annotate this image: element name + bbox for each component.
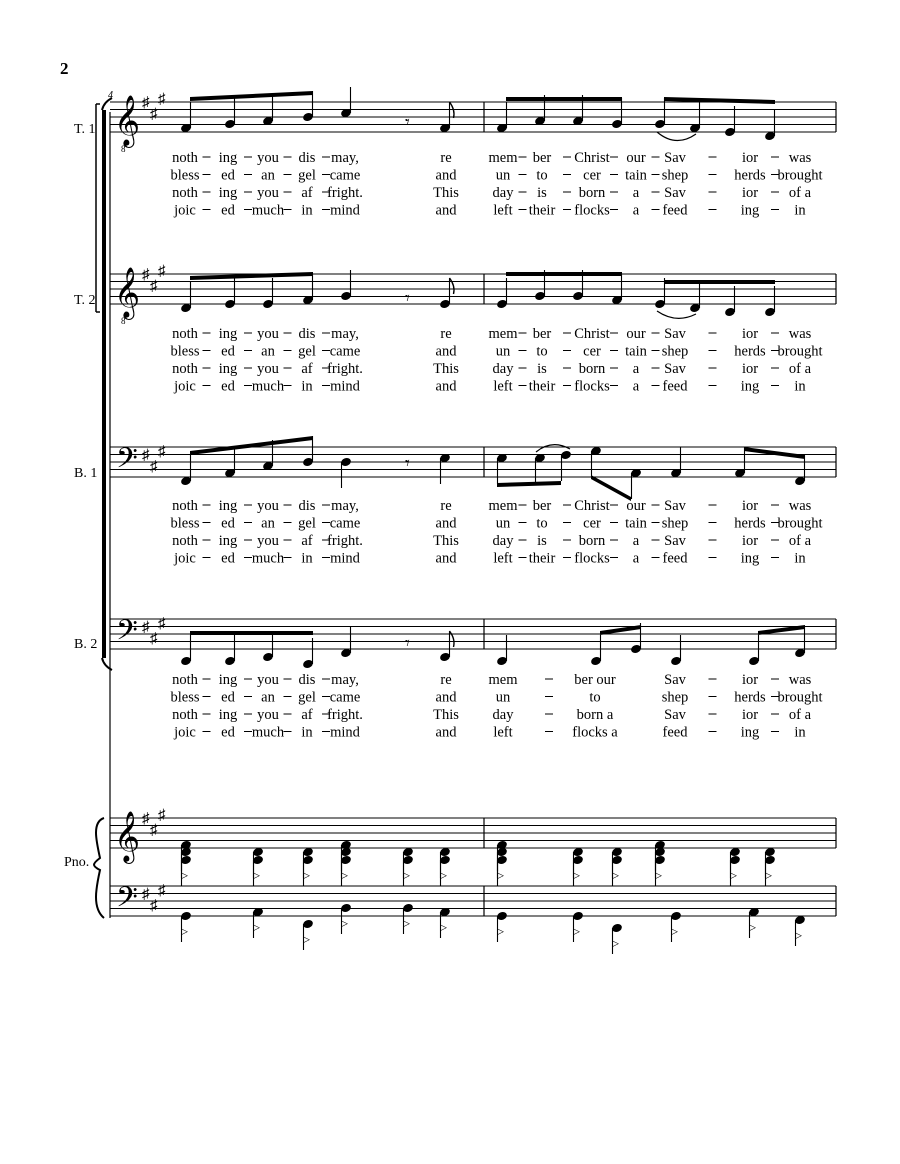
lyric-syllable: was bbox=[788, 498, 812, 514]
lyric-syllable: ed bbox=[221, 167, 235, 184]
lyric-syllable: un bbox=[495, 515, 511, 532]
beam bbox=[506, 97, 622, 101]
lyric-syllable: Sav bbox=[664, 707, 686, 723]
lyric-syllable: ior bbox=[741, 707, 759, 723]
lyric-syllable: ing bbox=[218, 707, 238, 723]
notes-t2 bbox=[180, 270, 776, 318]
lyric-syllable: shep bbox=[661, 343, 689, 360]
lyric-syllable: cer bbox=[583, 515, 601, 532]
lyric-syllable: and bbox=[435, 550, 457, 567]
lyric-syllable: our bbox=[626, 326, 646, 342]
lyric-syllable: dis bbox=[298, 672, 316, 688]
lyric-syllable: ber bbox=[532, 498, 552, 514]
lyric-syllable: you bbox=[257, 361, 279, 377]
treble-clef-icon: 𝄞 bbox=[114, 268, 141, 317]
notes-t1 bbox=[180, 87, 776, 141]
lyric-syllable: may, bbox=[331, 672, 359, 688]
notes-piano-lh bbox=[180, 903, 806, 954]
lyric-syllable: flocks bbox=[574, 378, 610, 395]
lyric-syllable: much bbox=[251, 202, 285, 219]
beam bbox=[664, 97, 775, 104]
sharp-icon: ♯ bbox=[142, 811, 150, 827]
lyric-syllable: mind bbox=[330, 378, 360, 395]
sharp-icon: ♯ bbox=[142, 95, 150, 111]
bass-clef-icon: 𝄢 bbox=[116, 444, 138, 481]
measure-number: 4 bbox=[108, 90, 113, 101]
piano-brace bbox=[94, 818, 104, 918]
lyrics-t2 bbox=[171, 326, 823, 395]
lyric-syllable: you bbox=[257, 672, 279, 688]
eighth-rest-icon: 𝄾 bbox=[405, 288, 410, 308]
lyric-syllable: bless bbox=[170, 515, 200, 532]
accent-icon: > bbox=[440, 920, 448, 935]
lyric-syllable: was bbox=[788, 326, 812, 342]
lyric-syllable: may, bbox=[331, 498, 359, 514]
lyric-syllable: may, bbox=[331, 150, 359, 166]
accent-icon: > bbox=[303, 868, 311, 883]
lyric-syllable: and bbox=[435, 343, 457, 360]
lyric-syllable: noth bbox=[172, 361, 198, 377]
staff-label-t2: T. 2 bbox=[74, 293, 96, 308]
lyric-syllable: an bbox=[261, 515, 275, 532]
notes-b2 bbox=[180, 623, 806, 669]
lyric-syllable: you bbox=[257, 498, 279, 514]
lyric-syllable: brought bbox=[777, 689, 823, 706]
lyric-syllable: joic bbox=[174, 724, 196, 741]
lyric-syllable: Christ bbox=[574, 498, 610, 514]
lyric-syllable: noth bbox=[172, 672, 198, 688]
sharp-icon: ♯ bbox=[158, 91, 166, 108]
lyric-syllable: was bbox=[788, 672, 812, 688]
sharp-icon: ♯ bbox=[158, 615, 166, 632]
lyric-syllable: This bbox=[433, 361, 459, 377]
beam bbox=[506, 272, 622, 276]
sharp-icon: ♯ bbox=[142, 447, 150, 464]
lyric-syllable: feed bbox=[662, 724, 688, 741]
lyric-syllable: mem bbox=[488, 672, 518, 688]
accent-icon: > bbox=[181, 868, 189, 883]
lyric-syllable: a bbox=[632, 202, 640, 219]
lyric-syllable: left bbox=[493, 202, 513, 219]
accent-icon: > bbox=[403, 916, 411, 931]
lyric-syllable: mind bbox=[330, 550, 360, 567]
sharp-icon: ♯ bbox=[150, 897, 158, 914]
lyric-syllable: a bbox=[632, 550, 640, 567]
lyric-syllable: in bbox=[794, 550, 806, 567]
lyric-syllable: and bbox=[435, 724, 457, 741]
lyric-syllable: re bbox=[440, 150, 452, 166]
lyric-syllable: joic bbox=[174, 202, 196, 219]
beam bbox=[664, 280, 775, 284]
sharp-icon: ♯ bbox=[150, 458, 158, 475]
lyric-syllable: mind bbox=[330, 724, 360, 741]
lyric-syllable: re bbox=[440, 672, 452, 688]
lyric-syllable: in bbox=[301, 378, 313, 395]
accent-icon: > bbox=[730, 868, 738, 883]
lyric-syllable: ing bbox=[218, 326, 238, 342]
staff-t2 bbox=[110, 263, 836, 326]
lyric-syllable: you bbox=[257, 707, 279, 723]
lyric-syllable: a bbox=[632, 361, 640, 377]
staff-piano-lh bbox=[110, 883, 836, 920]
lyric-syllable: in bbox=[794, 724, 806, 741]
sharp-icon: ♯ bbox=[150, 630, 158, 647]
sharp-icon: ♯ bbox=[142, 886, 150, 903]
lyric-syllable: shep bbox=[661, 167, 689, 184]
lyric-syllable: cer bbox=[583, 167, 601, 184]
lyric-syllable: was bbox=[788, 150, 812, 166]
accent-icon: > bbox=[403, 868, 411, 883]
flag bbox=[450, 278, 455, 294]
lyric-syllable: in bbox=[794, 202, 806, 219]
lyric-syllable: un bbox=[495, 167, 511, 184]
lyric-syllable: feed bbox=[662, 202, 688, 219]
lyric-syllable: af bbox=[301, 185, 313, 201]
notes-b1 bbox=[180, 436, 806, 501]
lyric-syllable: of a bbox=[788, 533, 812, 549]
lyric-syllable: in bbox=[301, 202, 313, 219]
lyric-syllable: ing bbox=[218, 150, 238, 166]
lyric-syllable: gel bbox=[298, 515, 316, 532]
lyric-syllable: Sav bbox=[664, 150, 686, 166]
lyric-syllable: is bbox=[537, 533, 547, 549]
lyric-syllable: dis bbox=[298, 150, 316, 166]
lyric-syllable: born bbox=[578, 185, 606, 201]
lyric-syllable: dis bbox=[298, 326, 316, 342]
lyric-syllable: ior bbox=[741, 326, 759, 342]
lyric-syllable: ior bbox=[741, 150, 759, 166]
lyric-syllable: of a bbox=[788, 185, 812, 201]
lyric-syllable: mem bbox=[488, 498, 518, 514]
lyric-syllable: day bbox=[492, 361, 514, 377]
lyric-syllable: Sav bbox=[664, 361, 686, 377]
staff-label-b1: B. 1 bbox=[74, 466, 98, 481]
lyric-syllable: This bbox=[433, 707, 459, 723]
accent-icon: > bbox=[181, 924, 189, 939]
lyric-syllable: day bbox=[492, 185, 514, 201]
lyric-syllable: much bbox=[251, 550, 285, 567]
sharp-icon: ♯ bbox=[158, 807, 166, 824]
lyric-syllable: ing bbox=[218, 498, 238, 514]
accent-icon: > bbox=[253, 920, 261, 935]
lyric-syllable: brought bbox=[777, 167, 823, 184]
lyric-syllable: mem bbox=[488, 150, 518, 166]
beam bbox=[190, 272, 313, 280]
lyric-syllable: came bbox=[329, 343, 361, 360]
lyric-syllable: our bbox=[626, 498, 646, 514]
page-number: 2 bbox=[60, 59, 69, 78]
lyric-syllable: ing bbox=[740, 550, 760, 567]
accent-icon: > bbox=[497, 868, 505, 883]
notes-piano-rh bbox=[180, 840, 776, 886]
lyric-syllable: day bbox=[492, 533, 514, 549]
lyric-syllable: to bbox=[536, 343, 548, 360]
lyric-syllable: ed bbox=[221, 378, 235, 395]
lyric-syllable: ed bbox=[221, 550, 235, 567]
lyric-syllable: herds bbox=[734, 167, 766, 184]
staff-label-t1: T. 1 bbox=[74, 122, 96, 137]
lyrics-b1 bbox=[171, 498, 823, 567]
beam bbox=[744, 447, 805, 459]
bass-clef-icon: 𝄢 bbox=[116, 616, 138, 653]
lyric-syllable: in bbox=[794, 378, 806, 395]
lyric-syllable: to bbox=[536, 515, 548, 532]
treble-clef-icon: 𝄞 bbox=[114, 812, 141, 861]
lyric-syllable: re bbox=[440, 498, 452, 514]
lyric-syllable: af bbox=[301, 361, 313, 377]
slur bbox=[536, 445, 570, 452]
lyric-syllable: shep bbox=[661, 689, 689, 706]
lyrics-t1 bbox=[171, 150, 823, 219]
bass-clef-icon: 𝄢 bbox=[116, 883, 138, 920]
lyric-syllable: Sav bbox=[664, 326, 686, 342]
lyric-syllable: to bbox=[536, 167, 548, 184]
lyric-syllable: af bbox=[301, 707, 313, 723]
accent-icon: > bbox=[440, 868, 448, 883]
lyric-syllable: born bbox=[578, 533, 606, 549]
lyric-syllable: mind bbox=[330, 202, 360, 219]
accent-icon: > bbox=[749, 920, 757, 935]
lyric-syllable: noth bbox=[172, 185, 198, 201]
lyric-syllable: an bbox=[261, 343, 275, 360]
lyric-syllable: noth bbox=[172, 498, 198, 514]
lyric-syllable: ing bbox=[740, 202, 760, 219]
lyric-syllable: a bbox=[632, 533, 640, 549]
lyrics-b2 bbox=[171, 672, 823, 741]
beam bbox=[190, 631, 313, 635]
lyric-syllable: fright. bbox=[327, 361, 363, 377]
lyric-syllable: gel bbox=[298, 167, 316, 184]
sharp-icon: ♯ bbox=[142, 619, 150, 636]
lyric-syllable: an bbox=[261, 689, 275, 706]
lyric-syllable: a bbox=[632, 378, 640, 395]
lyric-syllable: Christ bbox=[574, 326, 610, 342]
lyric-syllable: born a bbox=[576, 707, 614, 723]
lyric-syllable: brought bbox=[777, 515, 823, 532]
lyric-syllable: herds bbox=[734, 689, 766, 706]
lyric-syllable: ior bbox=[741, 672, 759, 688]
eighth-rest-icon: 𝄾 bbox=[405, 112, 410, 132]
lyric-syllable: ior bbox=[741, 533, 759, 549]
octave-marker: 8 bbox=[121, 144, 126, 154]
lyric-syllable: you bbox=[257, 185, 279, 201]
lyric-syllable: and bbox=[435, 378, 457, 395]
lyric-syllable: fright. bbox=[327, 533, 363, 549]
lyric-syllable: and bbox=[435, 202, 457, 219]
lyric-syllable: of a bbox=[788, 707, 812, 723]
accent-icon: > bbox=[612, 936, 620, 951]
lyric-syllable: tain bbox=[625, 515, 647, 532]
lyric-syllable: came bbox=[329, 515, 361, 532]
lyric-syllable: ing bbox=[218, 185, 238, 201]
lyric-syllable: came bbox=[329, 167, 361, 184]
lyric-syllable: you bbox=[257, 326, 279, 342]
lyric-syllable: gel bbox=[298, 343, 316, 360]
sharp-icon: ♯ bbox=[150, 822, 158, 839]
lyric-syllable: ed bbox=[221, 343, 235, 360]
accent-icon: > bbox=[253, 868, 261, 883]
sharp-icon: ♯ bbox=[158, 882, 166, 899]
lyric-syllable: came bbox=[329, 689, 361, 706]
lyric-syllable: mem bbox=[488, 326, 518, 342]
lyric-syllable: brought bbox=[777, 343, 823, 360]
lyric-syllable: feed bbox=[662, 378, 688, 395]
lyric-syllable: Sav bbox=[664, 533, 686, 549]
lyric-syllable: flocks bbox=[574, 550, 610, 567]
slur bbox=[657, 132, 696, 141]
lyric-syllable: ior bbox=[741, 361, 759, 377]
lyric-syllable: is bbox=[537, 361, 547, 377]
lyric-syllable: in bbox=[301, 550, 313, 567]
lyric-syllable: ed bbox=[221, 515, 235, 532]
accent-icon: > bbox=[765, 868, 773, 883]
lyric-syllable: ber bbox=[532, 326, 552, 342]
lyric-syllable: Sav bbox=[664, 185, 686, 201]
lyric-syllable: tain bbox=[625, 343, 647, 360]
lyric-syllable: re bbox=[440, 326, 452, 342]
lyric-syllable: in bbox=[301, 724, 313, 741]
accent-icon: > bbox=[497, 924, 505, 939]
lyric-syllable: un bbox=[495, 343, 511, 360]
lyric-syllable: fright. bbox=[327, 707, 363, 723]
lyric-syllable: is bbox=[537, 185, 547, 201]
flag bbox=[450, 102, 455, 118]
beam bbox=[190, 91, 313, 101]
staff-label-piano: Pno. bbox=[64, 855, 90, 870]
lyric-syllable: ing bbox=[740, 378, 760, 395]
lyric-syllable: ed bbox=[221, 202, 235, 219]
lyric-syllable: ed bbox=[221, 689, 235, 706]
lyric-syllable: tain bbox=[625, 167, 647, 184]
lyric-syllable: you bbox=[257, 150, 279, 166]
lyric-syllable: flocks a bbox=[572, 724, 618, 741]
lyric-syllable: much bbox=[251, 378, 285, 395]
accent-icon: > bbox=[671, 924, 679, 939]
accent-icon: > bbox=[573, 924, 581, 939]
lyric-syllable: This bbox=[433, 185, 459, 201]
lyric-syllable: noth bbox=[172, 326, 198, 342]
lyric-syllable: a bbox=[632, 185, 640, 201]
lyric-syllable: bless bbox=[170, 167, 200, 184]
lyric-syllable: noth bbox=[172, 707, 198, 723]
lyric-syllable: noth bbox=[172, 150, 198, 166]
accent-icon: > bbox=[612, 868, 620, 883]
lyric-syllable: left bbox=[493, 550, 513, 567]
lyric-syllable: and bbox=[435, 689, 457, 706]
lyric-syllable: to bbox=[589, 689, 601, 706]
accent-icon: > bbox=[303, 932, 311, 947]
treble-clef-icon: 𝄞 bbox=[114, 96, 141, 145]
sharp-icon: ♯ bbox=[158, 263, 166, 280]
accent-icon: > bbox=[341, 916, 349, 931]
lyric-syllable: born bbox=[578, 361, 606, 377]
lyric-syllable: and bbox=[435, 515, 457, 532]
flag bbox=[450, 631, 455, 647]
lyric-syllable: shep bbox=[661, 515, 689, 532]
lyric-syllable: joic bbox=[174, 550, 196, 567]
slur bbox=[657, 311, 696, 318]
lyric-syllable: dis bbox=[298, 498, 316, 514]
octave-marker: 8 bbox=[121, 316, 126, 326]
lyric-syllable: herds bbox=[734, 343, 766, 360]
lyric-syllable: ed bbox=[221, 724, 235, 741]
sharp-icon: ♯ bbox=[142, 267, 150, 283]
lyric-syllable: left bbox=[493, 378, 513, 395]
sharp-icon: ♯ bbox=[150, 278, 158, 295]
lyric-syllable: and bbox=[435, 167, 457, 184]
staff-piano-rh bbox=[110, 807, 836, 864]
lyric-syllable: their bbox=[528, 202, 556, 219]
sharp-icon: ♯ bbox=[158, 443, 166, 460]
lyric-syllable: af bbox=[301, 533, 313, 549]
staff-label-b2: B. 2 bbox=[74, 637, 98, 652]
lyric-syllable: their bbox=[528, 550, 556, 567]
lyric-syllable: of a bbox=[788, 361, 812, 377]
lyric-syllable: our bbox=[626, 150, 646, 166]
lyric-syllable: left bbox=[493, 724, 513, 741]
lyric-syllable: Sav bbox=[664, 498, 686, 514]
lyric-syllable: un bbox=[495, 689, 511, 706]
lyric-syllable: cer bbox=[583, 343, 601, 360]
lyric-syllable: ing bbox=[218, 672, 238, 688]
lyric-syllable: fright. bbox=[327, 185, 363, 201]
lyric-syllable: flocks bbox=[574, 202, 610, 219]
sharp-icon: ♯ bbox=[150, 106, 158, 123]
beam bbox=[497, 481, 561, 487]
lyric-syllable: gel bbox=[298, 689, 316, 706]
lyric-syllable: ing bbox=[218, 533, 238, 549]
lyric-syllable: ior bbox=[741, 185, 759, 201]
eighth-rest-icon: 𝄾 bbox=[405, 453, 410, 473]
accent-icon: > bbox=[573, 868, 581, 883]
lyric-syllable: day bbox=[492, 707, 514, 723]
accent-icon: > bbox=[655, 868, 663, 883]
lyric-syllable: much bbox=[251, 724, 285, 741]
lyric-syllable: their bbox=[528, 378, 556, 395]
lyric-syllable: noth bbox=[172, 533, 198, 549]
lyric-syllable: ing bbox=[740, 724, 760, 741]
lyric-syllable: you bbox=[257, 533, 279, 549]
lyric-syllable: Sav bbox=[664, 672, 686, 688]
beam bbox=[190, 436, 313, 455]
accent-icon: > bbox=[795, 928, 803, 943]
lyric-syllable: ber our bbox=[574, 672, 616, 688]
lyric-syllable: ing bbox=[218, 361, 238, 377]
lyric-syllable: herds bbox=[734, 515, 766, 532]
lyric-syllable: Christ bbox=[574, 150, 610, 166]
lyric-syllable: bless bbox=[170, 689, 200, 706]
lyric-syllable: This bbox=[433, 533, 459, 549]
lyric-syllable: may, bbox=[331, 326, 359, 342]
lyric-syllable: ber bbox=[532, 150, 552, 166]
lyric-syllable: ior bbox=[741, 498, 759, 514]
lyric-syllable: bless bbox=[170, 343, 200, 360]
lyric-syllable: an bbox=[261, 167, 275, 184]
accent-icon: > bbox=[341, 868, 349, 883]
lyric-syllable: feed bbox=[662, 550, 688, 567]
lyric-syllable: joic bbox=[174, 378, 196, 395]
eighth-rest-icon: 𝄾 bbox=[405, 633, 410, 653]
